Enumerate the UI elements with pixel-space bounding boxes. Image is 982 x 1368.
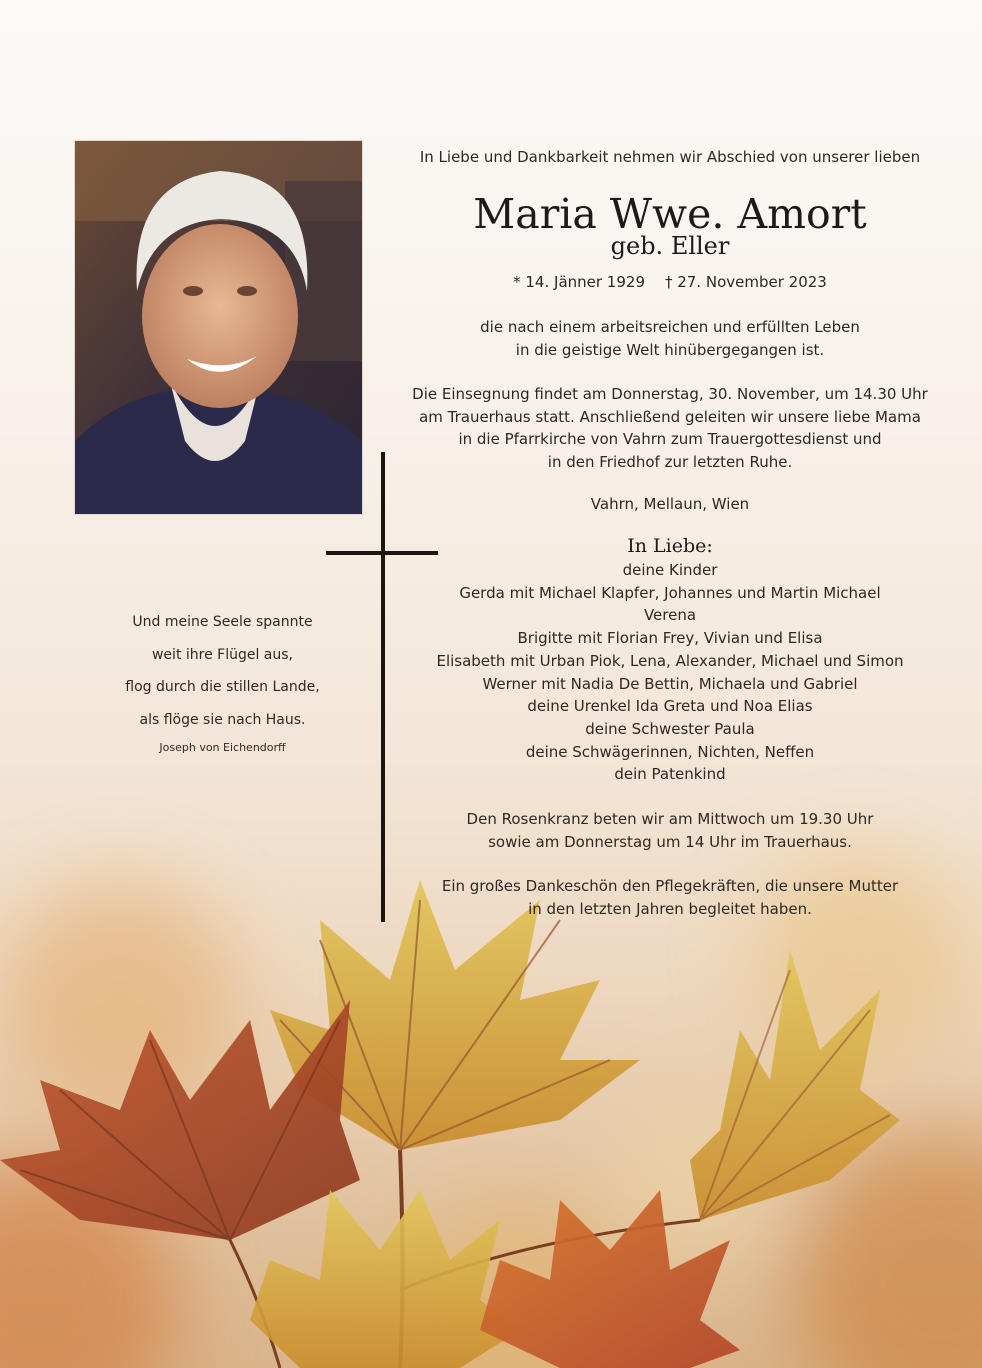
text-line: Den Rosenkranz beten wir am Mittwoch um 19.30 Uhr [466,810,874,829]
deceased-name: Maria Wwe. Amort [473,190,867,238]
poem-author: Joseph von Eichendorff [159,741,286,754]
family-line: Elisabeth mit Urban Piok, Lena, Alexander, Michael und Simon [436,651,904,670]
family-line: deine Schwester Paula [585,719,755,738]
text-line: am Trauerhaus statt. Anschließend geleiten wir unsere liebe Mama [419,407,921,426]
yellow-leaf-right [690,950,900,1220]
birth-name: geb. Eller [610,232,730,260]
family-line: Gerda mit Michael Klapfer, Johannes und Martin Michael [459,583,881,602]
text-line: in den letzten Jahren begleitet haben. [528,899,812,918]
portrait-photo [74,140,363,515]
family-line: deine Urenkel Ida Greta und Noa Elias [527,697,813,716]
family-line: deine Kinder [622,561,718,579]
text-line: Die Einsegnung findet am Donnerstag, 30. November, um 14.30 Uhr [412,385,928,403]
autumn-leaves-illustration [0,860,982,1368]
death-date: † 27. November 2023 [664,273,827,291]
yellow-leaf-lower [250,1190,520,1368]
text-line: sowie am Donnerstag um 14 Uhr im Trauerhaus. [488,832,852,851]
poem-line: flog durch die stillen Lande, [125,679,320,695]
poem [100,606,345,758]
family-line: Werner mit Nadia De Bettin, Michaela und Gabriel [482,674,858,693]
family-line: Verena [643,606,697,625]
poem-line: Und meine Seele spannte [132,614,313,630]
death-notice [400,140,940,920]
life-dates [400,270,940,294]
family-line: Brigitte mit Florian Frey, Vivian und Elisa [517,629,823,648]
intro-text: In Liebe und Dankbarkeit nehmen wir Abschied von unserer lieben [419,148,921,166]
text-line: in den Friedhof zur letzten Ruhe. [547,452,793,471]
thanks-text [400,875,940,920]
poem-line: als flöge sie nach Haus. [139,711,306,728]
life-text [400,316,940,361]
text-line: die nach einem arbeitsreichen und erfüllten Leben [480,318,860,336]
family-list [400,559,940,786]
funeral-info [400,383,940,473]
poem-line: weit ihre Flügel aus, [151,646,294,663]
places: Vahrn, Mellaun, Wien [590,495,750,513]
family-line: dein Patenkind [614,765,726,784]
in-liebe-heading: In Liebe: [627,535,713,557]
family-line: deine Schwägerinnen, Nichten, Neffen [525,742,815,761]
text-line: in die Pfarrkirche von Vahrn zum Trauergottesdienst und [458,430,882,448]
text-line: Ein großes Dankeschön den Pflegekräften, die unsere Mutter [441,877,899,896]
text-line: in die geistige Welt hinübergegangen ist. [515,340,825,359]
birth-date: * 14. Jänner 1929 [513,273,645,291]
rosary-info [400,808,940,853]
portrait-image [75,141,362,514]
